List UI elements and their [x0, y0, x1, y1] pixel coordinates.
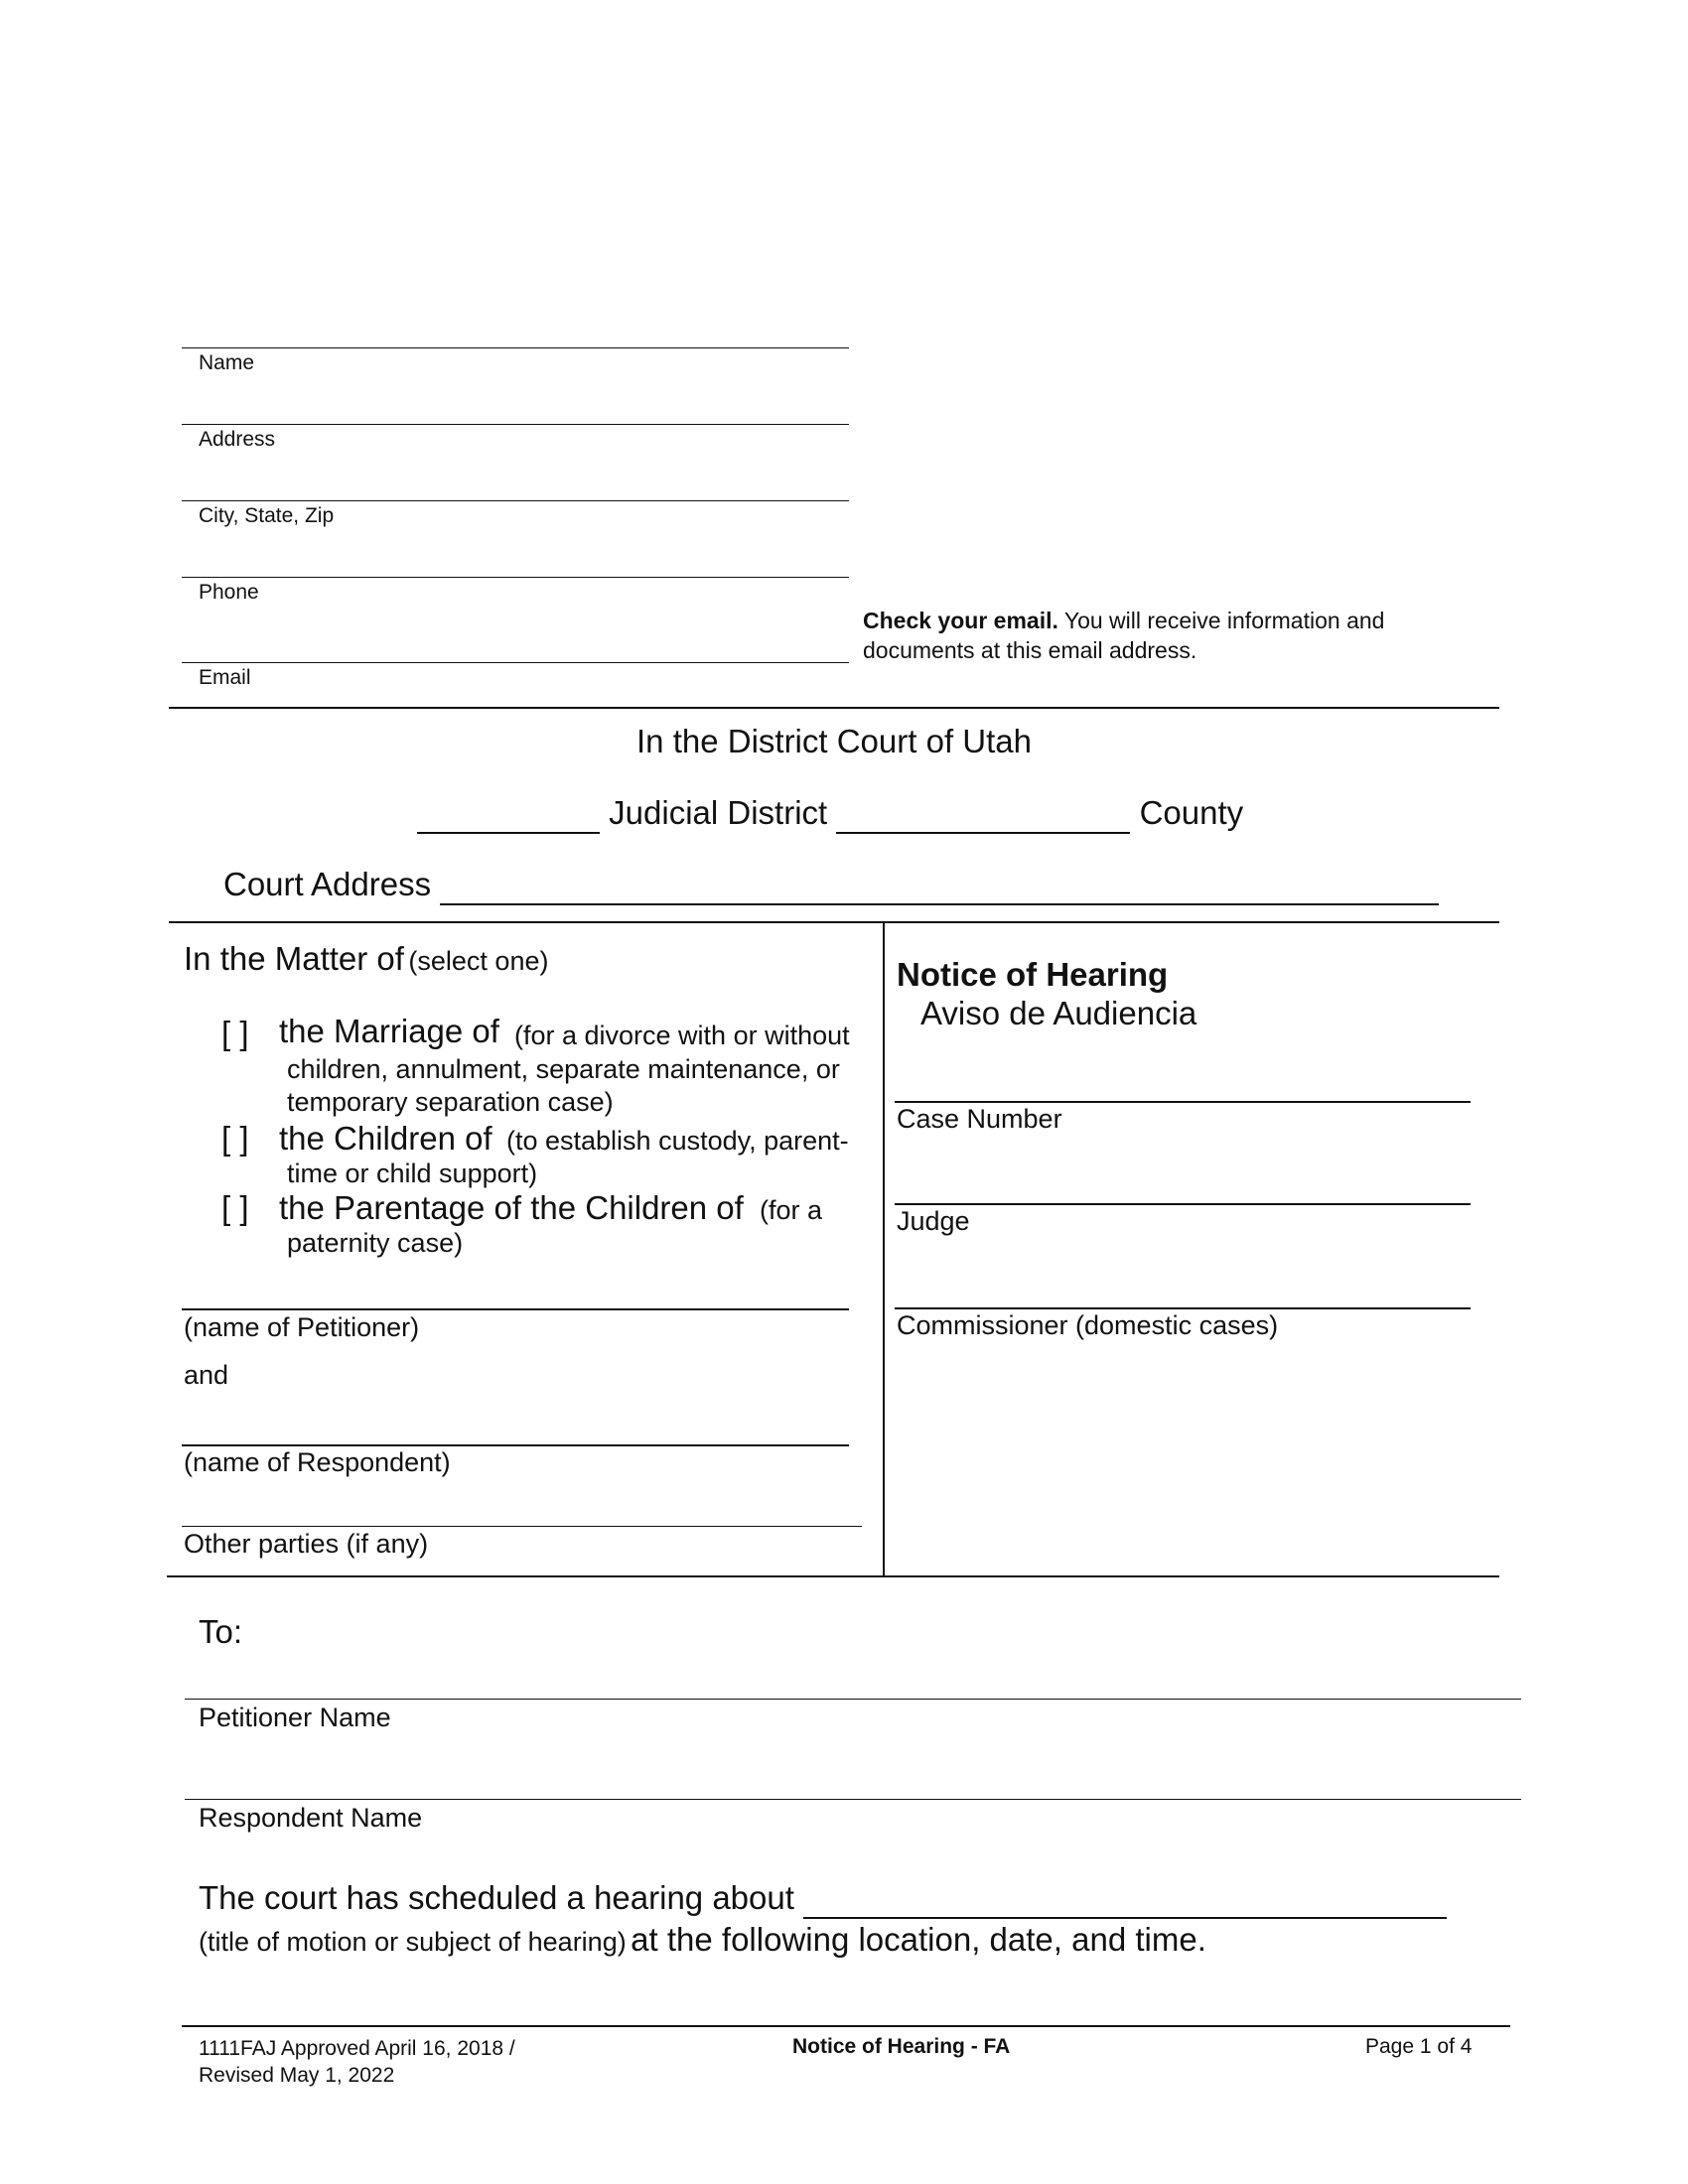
option-marriage-note-line1: (for a divorce with or without — [514, 1021, 850, 1050]
hearing-subject-blank[interactable] — [803, 1879, 1447, 1919]
name-label: Name — [199, 351, 255, 374]
email-notice-text: You will receive information and documents at this email address. — [863, 608, 1385, 663]
footer-form-id — [199, 2035, 515, 2089]
respondent-label: (name of Respondent) — [184, 1447, 451, 1477]
petitioner-line[interactable] — [182, 1308, 849, 1310]
and-label: and — [184, 1360, 229, 1390]
case-number-label: Case Number — [897, 1104, 1062, 1134]
option-parentage-main: the Parentage of the Children of — [279, 1189, 744, 1226]
district-county-line — [417, 794, 1243, 834]
to-label: To: — [199, 1613, 243, 1650]
option-children-note-line1: (to establish custody, parent- — [506, 1126, 849, 1156]
header-divider — [169, 707, 1499, 709]
court-title: In the District Court of Utah — [636, 723, 1032, 759]
option-marriage-note-line2: children, annulment, separate maintenance, or — [287, 1054, 840, 1084]
footer-title: Notice of Hearing - FA — [792, 2035, 1011, 2058]
court-address-blank[interactable] — [440, 866, 1439, 905]
parentage-checkbox[interactable]: [ ] — [221, 1189, 249, 1226]
respondent-line[interactable] — [182, 1444, 849, 1446]
scheduled-text: The court has scheduled a hearing about — [199, 1879, 794, 1916]
following-line — [199, 1921, 1206, 1959]
phone-line[interactable] — [182, 577, 849, 578]
petitioner-name-label: Petitioner Name — [199, 1703, 391, 1732]
option-marriage-main: the Marriage of — [279, 1013, 499, 1049]
county-label: County — [1139, 794, 1244, 831]
footer-form-id-line1: 1111FAJ Approved April 16, 2018 / — [199, 2037, 515, 2060]
city-state-zip-line[interactable] — [182, 500, 849, 501]
footer-form-id-line2: Revised May 1, 2022 — [199, 2064, 395, 2087]
matter-heading-text: In the Matter of — [184, 940, 404, 977]
other-parties-label: Other parties (if any) — [184, 1529, 429, 1559]
option-children-main: the Children of — [279, 1120, 492, 1157]
commissioner-label: Commissioner (domestic cases) — [897, 1310, 1279, 1340]
matter-heading — [184, 940, 548, 978]
email-line[interactable] — [182, 662, 849, 663]
email-notice-bold: Check your email. — [863, 608, 1058, 633]
judicial-district-blank[interactable] — [417, 794, 600, 834]
county-blank[interactable] — [836, 794, 1130, 834]
court-address-label: Court Address — [223, 866, 432, 902]
phone-label: Phone — [199, 581, 259, 604]
judicial-district-label: Judicial District — [609, 794, 828, 831]
commissioner-line[interactable] — [895, 1307, 1471, 1309]
address-line[interactable] — [182, 424, 849, 425]
petitioner-name-line[interactable] — [185, 1699, 1521, 1700]
email-label: Email — [199, 666, 251, 689]
judge-line[interactable] — [895, 1203, 1471, 1205]
option-parentage-note-line1: (for a — [760, 1195, 823, 1225]
children-checkbox[interactable]: [ ] — [221, 1120, 249, 1157]
email-notice — [863, 606, 1459, 665]
footer-page: Page 1 of 4 — [1365, 2035, 1473, 2058]
option-children-note-line2: time or child support) — [287, 1159, 538, 1188]
scheduled-line — [199, 1879, 1447, 1919]
case-number-line[interactable] — [895, 1101, 1471, 1103]
respondent-name-line[interactable] — [185, 1799, 1521, 1800]
name-line[interactable] — [182, 347, 849, 348]
matter-heading-note: (select one) — [408, 946, 549, 976]
caption-top-divider — [169, 921, 1499, 923]
address-label: Address — [199, 428, 276, 451]
respondent-name-label: Respondent Name — [199, 1803, 423, 1833]
other-parties-line[interactable] — [182, 1526, 862, 1527]
petitioner-label: (name of Petitioner) — [184, 1312, 420, 1342]
caption-bottom-divider — [167, 1575, 1499, 1577]
option-parentage-note-line2: paternity case) — [287, 1228, 464, 1258]
option-marriage-note-line3: temporary separation case) — [287, 1087, 614, 1117]
marriage-checkbox[interactable]: [ ] — [221, 1015, 249, 1051]
notice-subtitle: Aviso de Audiencia — [920, 995, 1197, 1031]
title-note: (title of motion or subject of hearing) — [199, 1927, 627, 1957]
judge-label: Judge — [897, 1206, 970, 1236]
notice-title: Notice of Hearing — [897, 956, 1169, 993]
following-text: at the following location, date, and time. — [631, 1921, 1206, 1958]
footer-divider — [182, 2025, 1510, 2027]
court-address-line — [223, 866, 1439, 905]
caption-vertical-divider — [883, 921, 885, 1576]
city-state-zip-label: City, State, Zip — [199, 504, 335, 527]
